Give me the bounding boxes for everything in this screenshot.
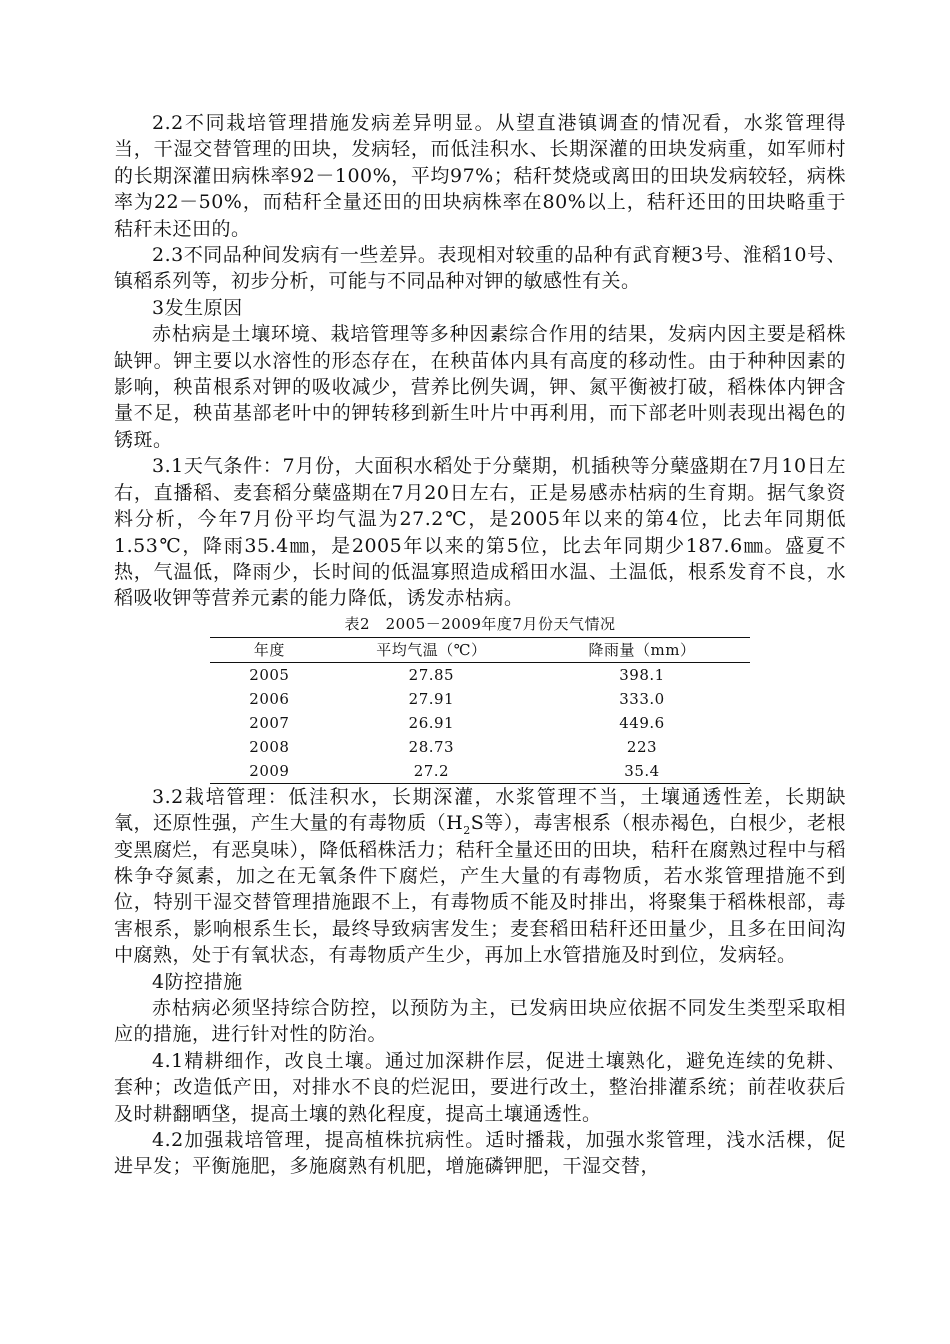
cell-year: 2005 xyxy=(249,665,290,684)
cell-temperature: 28.73 xyxy=(408,737,455,756)
paragraph-3-2-part-b: S等），毒害根系（根赤褐色，白根少，老根变黑腐烂，有恶臭味），降低稻株活力；秸秆全量还田的田块，秸秆在腐熟过程中与稻株争夺氮素，加之在无氧条件下腐烂，产生大量的有毒物质，若水浆管理措施不到位，特别干湿交替管理措施跟不上，有毒物质不能及时排出，将聚集于稻株根部，毒害根系，影响根系生长，最终导致病害发生；麦套稻田秸秆还田量少，且多在田间沟中腐熟，处于有氧状态，有毒物质产生少，再加上水管措施及时到位，发病轻。 xyxy=(114,812,846,967)
cell-rainfall: 35.4 xyxy=(624,761,660,780)
cell-year: 2006 xyxy=(249,689,290,708)
paragraph-2-3: 2.3不同品种间发病有一些差异。表现相对较重的品种有武育粳3号、淮稻10号、镇稻系列等，初步分析，可能与不同品种对钾的敏感性有关。 xyxy=(114,244,846,293)
header-rainfall: 降雨量（mm） xyxy=(588,640,696,659)
cell-temperature: 27.85 xyxy=(408,665,455,684)
table-header-row xyxy=(210,637,750,662)
cell-temperature: 26.91 xyxy=(408,713,455,732)
paragraph-2-2: 2.2不同栽培管理措施发病差异明显。从望直港镇调查的情况看，水浆管理得当，干湿交替管理的田块，发病轻，而低洼积水、长期深灌的田块发病重，如军师村的长期深灌田病株率92－100%，平均97%；秸秆焚烧或离田的田块发病较轻，病株率为22－50%，而秸秆全量还田的田块病株率在80%以上，秸秆还田的田块略重于秸秆未还田的。 xyxy=(114,112,846,240)
table-row xyxy=(210,687,750,711)
cell-rainfall: 333.0 xyxy=(619,689,665,708)
cell-temperature: 27.91 xyxy=(408,689,455,708)
table-row xyxy=(210,662,750,687)
paragraph-4-1: 4.1精耕细作，改良土壤。通过加深耕作层，促进土壤熟化，避免连续的免耕、套种；改造低产田，对排水不良的烂泥田，要进行改土，整治排灌系统；前茬收获后及时耕翻晒垡，提高土壤的熟化程度，提高土壤通透性。 xyxy=(114,1049,846,1125)
table-row xyxy=(210,759,750,784)
cell-rainfall: 398.1 xyxy=(619,665,665,684)
table-caption: 表2 2005－2009年度7月份天气情况 xyxy=(344,614,616,633)
cell-year: 2009 xyxy=(249,761,290,780)
paragraph-3-1: 3.1天气条件：7月份，大面积水稻处于分蘖期，机插秧等分蘖盛期在7月10日左右，直播稻、麦套稻分蘖盛期在7月20日左右，正是易感赤枯病的生育期。据气象资料分析，今年7月份平均气温为27.2℃，是2005年以来的第4位，比去年同期低1.53℃，降雨35.4㎜，是2005年以来的第5位，比去年同期少187.6㎜。盛夏不热，气温低，降雨少，长时间的低温寡照造成稻田水温、土温低，根系发育不良，水稻吸收钾等营养元素的能力降低，诱发赤枯病。 xyxy=(114,455,846,610)
section-heading-4: 4防控措施 xyxy=(152,970,243,993)
table-row xyxy=(210,735,750,759)
section-heading-3: 3发生原因 xyxy=(152,296,243,319)
paragraph-3-2-part-a: 3.2栽培管理：低洼积水，长期深灌，水浆管理不当，土壤通透性差，长期缺氧，还原性强，产生大量的有毒物质（H xyxy=(114,785,846,835)
cell-temperature: 27.2 xyxy=(413,761,450,780)
paragraph-4: 赤枯病必须坚持综合防控，以预防为主，已发病田块应依据不同发生类型采取相应的措施，进行针对性的防治。 xyxy=(114,996,846,1046)
subscript-2: 2 xyxy=(463,823,471,837)
paragraph-4-2: 4.2加强栽培管理，提高植株抗病性。适时播栽，加强水浆管理，浅水活棵，促进早发；平衡施肥，多施腐熟有机肥，增施磷钾肥，干湿交替， xyxy=(114,1129,846,1178)
cell-rainfall: 223 xyxy=(626,737,658,756)
header-year: 年度 xyxy=(253,640,285,659)
document-body xyxy=(114,110,846,1180)
header-temperature: 平均气温（℃） xyxy=(376,640,487,659)
paragraph-3-2 xyxy=(114,784,846,969)
cell-year: 2007 xyxy=(249,713,290,732)
paragraph-3: 赤枯病是土壤环境、栽培管理等多种因素综合作用的结果，发病内因主要是稻株缺钾。钾主要以水溶性的形态存在，在秧苗体内具有高度的移动性。由于种种因素的影响，秧苗根系对钾的吸收减少，营养比例失调，钾、氮平衡被打破，稻株体内钾含量不足，秧苗基部老叶中的钾转移到新生叶片中再利用，而下部老叶则表现出褐色的锈斑。 xyxy=(114,323,846,451)
cell-rainfall: 449.6 xyxy=(619,713,665,732)
cell-year: 2008 xyxy=(249,737,290,756)
table-row xyxy=(210,711,750,735)
weather-table xyxy=(210,637,750,784)
